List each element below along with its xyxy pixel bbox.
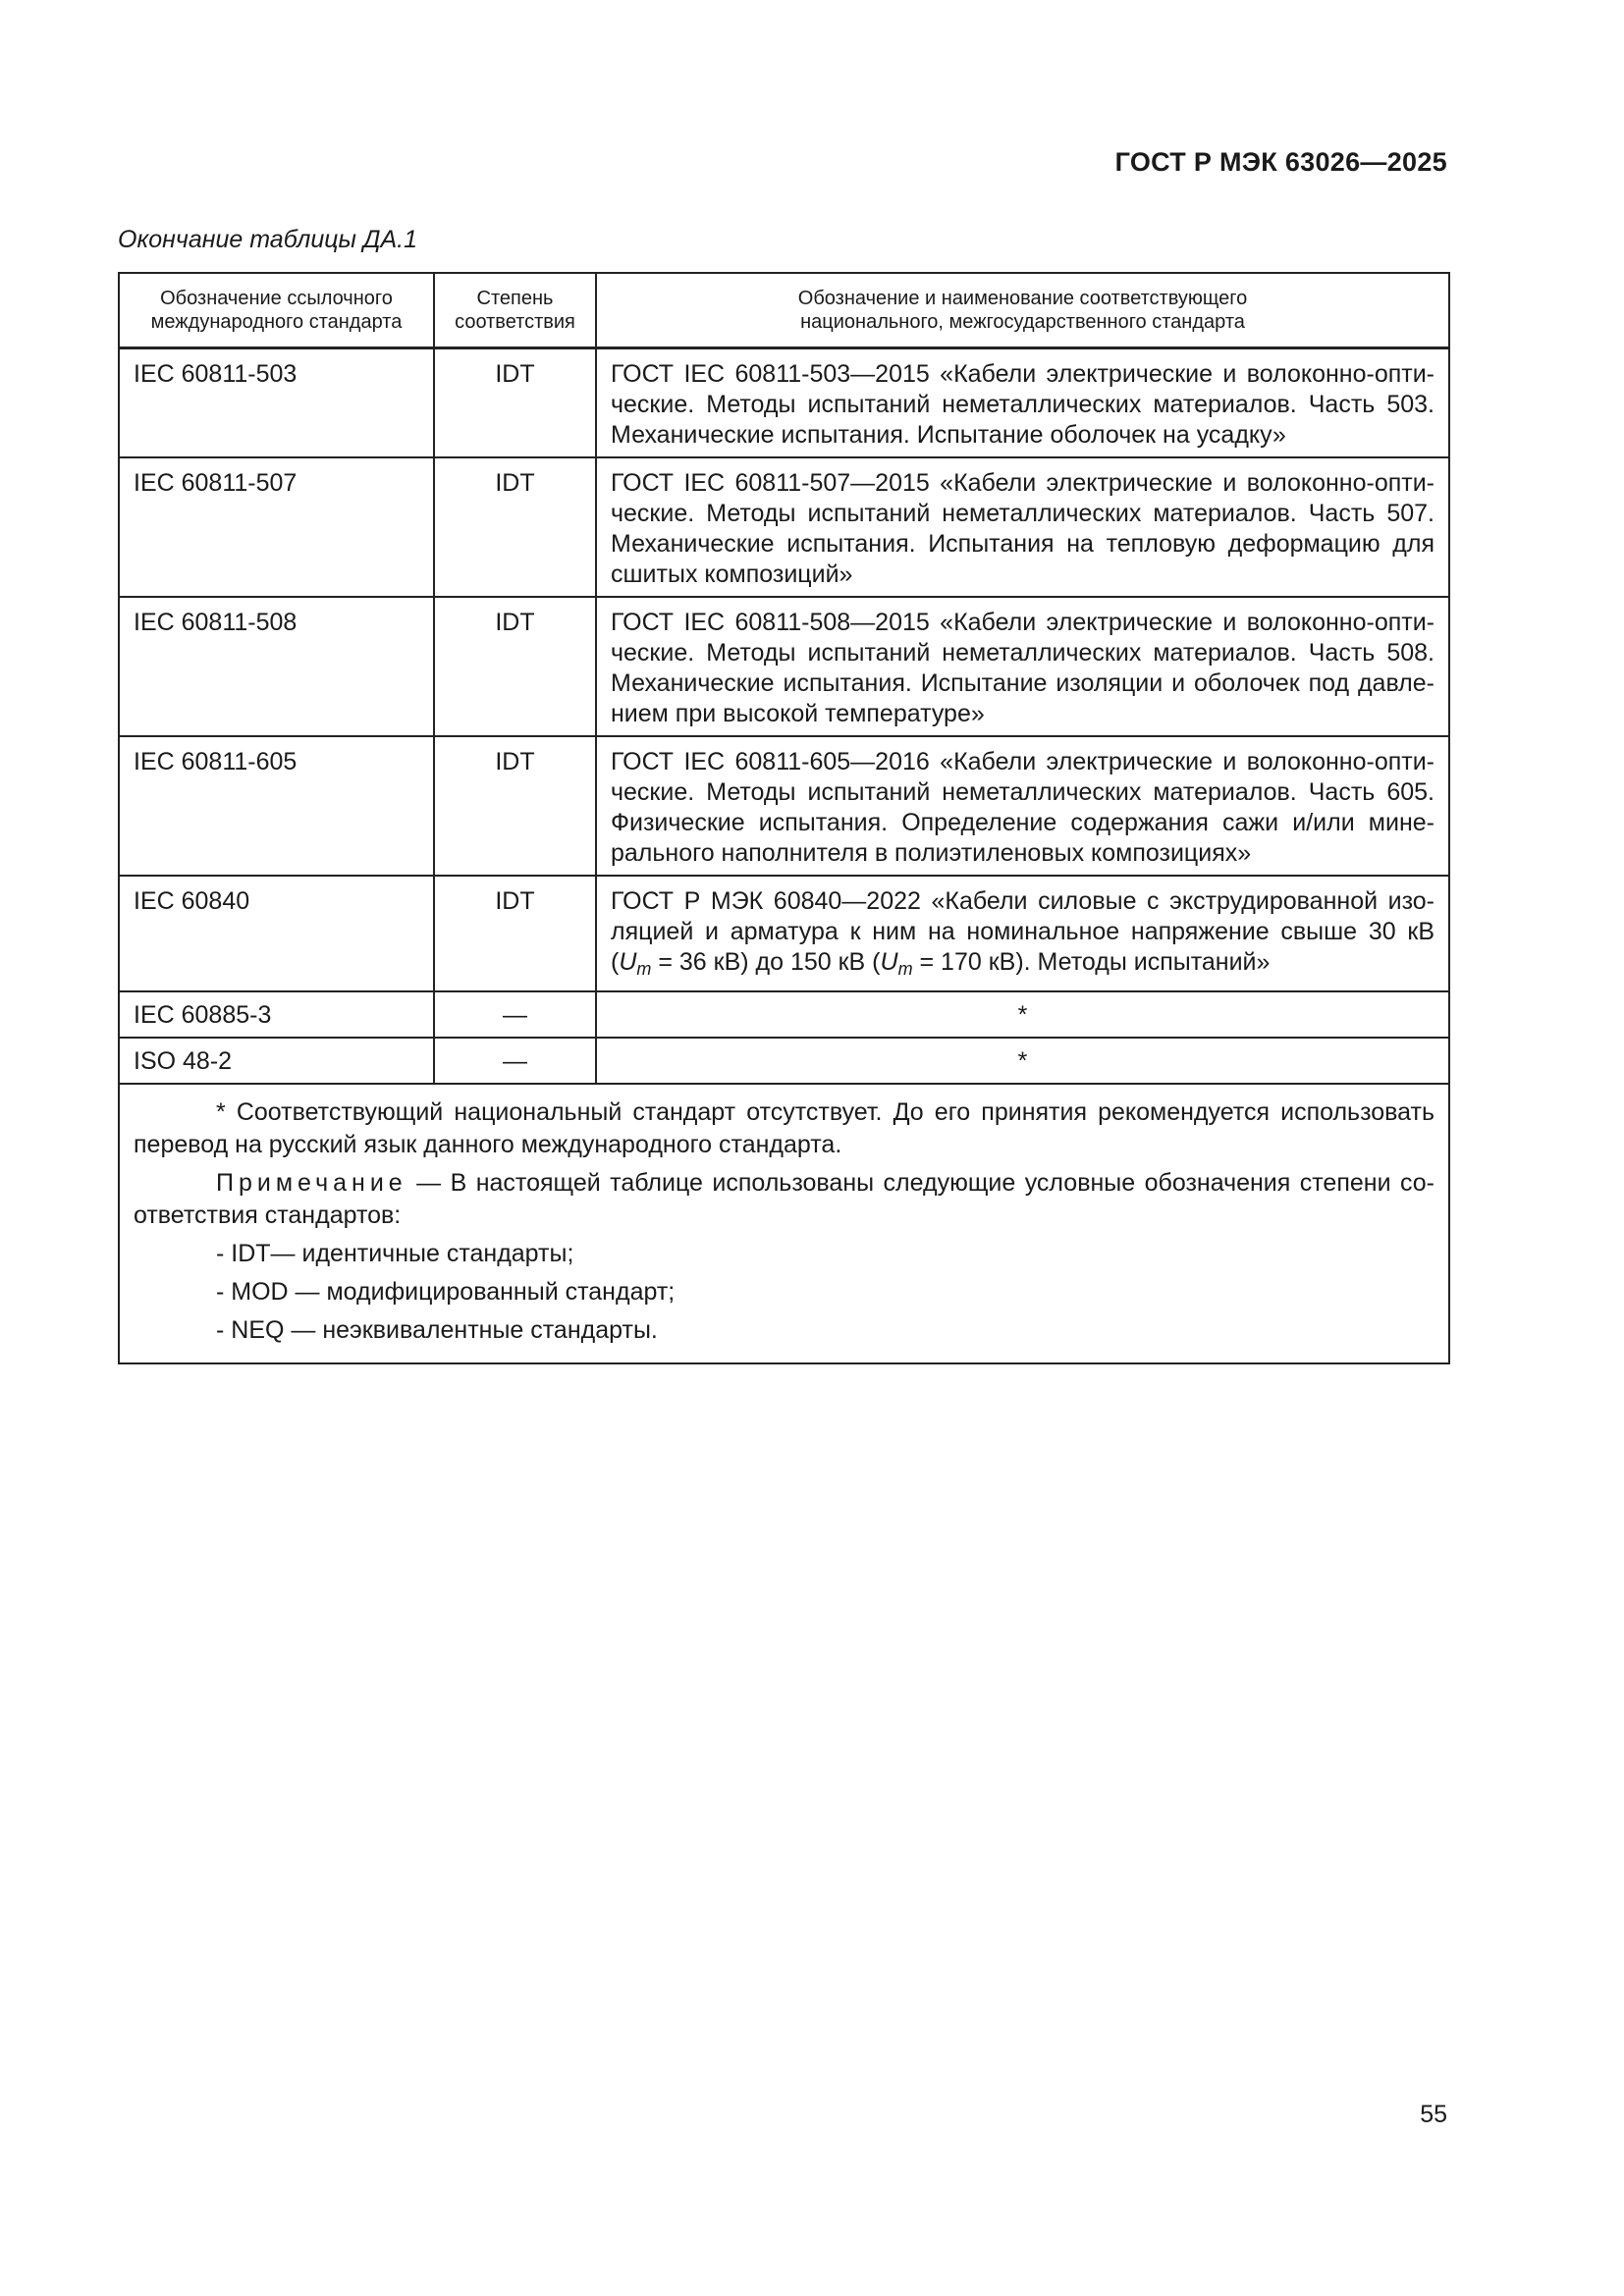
standards-table — [118, 272, 1450, 1364]
cell-desc: ГОСТ IEC 60811-503—2015 «Кабели электрические и волоконно-оптические. Методы испытаний неметаллических материалов. Часть 503. Механические испытания. Испытание оболочек на усадку» — [596, 348, 1449, 458]
cell-degree: IDT — [434, 348, 596, 458]
voltage-subscript: m — [897, 959, 913, 979]
table-notes — [119, 1084, 1449, 1363]
cell-degree: IDT — [434, 597, 596, 736]
footnote: * Соответствующий национальный стандарт отсутствует. До его принятия рекомендуется использовать перевод на русский язык данного международного стандарта. — [134, 1098, 1435, 1158]
header-degree-line1: Степень — [476, 288, 554, 309]
cell-degree: — — [434, 991, 596, 1038]
cell-ref: IEC 60811-605 — [119, 736, 434, 876]
cell-ref: IEC 60840 — [119, 876, 434, 991]
cell-degree: IDT — [434, 876, 596, 991]
cell-ref: IEC 60811-503 — [119, 348, 434, 458]
cell-desc — [596, 876, 1449, 991]
table-row — [119, 991, 1449, 1038]
list-item: - NEQ — неэквивалентные стандарты. — [216, 1316, 658, 1344]
cell-degree: — — [434, 1038, 596, 1084]
cell-desc: * — [596, 1038, 1449, 1084]
document-code: ГОСТ Р МЭК 63026—2025 — [1114, 147, 1447, 177]
table-caption: Окончание таблицы ДА.1 — [118, 226, 417, 253]
cell-ref: IEC 60885-3 — [119, 991, 434, 1038]
cell-degree: IDT — [434, 457, 596, 597]
header-degree-line2: соответствия — [455, 311, 575, 333]
table-row — [119, 736, 1449, 876]
header-national-standard — [596, 273, 1449, 348]
note-label: Примечание — [216, 1169, 407, 1197]
list-item: - IDT— идентичные стандарты; — [216, 1240, 574, 1267]
page-number: 55 — [1420, 2101, 1447, 2128]
cell-ref: IEC 60811-507 — [119, 457, 434, 597]
voltage-symbol: U — [880, 948, 898, 976]
cell-desc: * — [596, 991, 1449, 1038]
cell-desc: ГОСТ IEC 60811-605—2016 «Кабели электрические и волоконно-оптические. Методы испытаний неметаллических материалов. Часть 605. Физические испытания. Определение содержания сажи и/или минерального наполнителя в полиэтиленовых композициях» — [596, 736, 1449, 876]
cell-degree: IDT — [434, 736, 596, 876]
cell-ref: IEC 60811-508 — [119, 597, 434, 736]
table-notes-row — [119, 1084, 1449, 1363]
desc-text-part2: = 36 кВ) до 150 кВ ( — [651, 948, 881, 976]
table-row — [119, 876, 1449, 991]
note-text: — В настоящей таблице использованы следующие условные обозначения степени соответствия стандартов: — [134, 1169, 1435, 1229]
header-national-line1: Обозначение и наименование соответствующего — [797, 288, 1248, 309]
list-item: - MOD — модифицированный стандарт; — [216, 1278, 676, 1306]
table-row — [119, 597, 1449, 736]
table-row — [119, 1038, 1449, 1084]
voltage-symbol: U — [619, 948, 637, 976]
cell-ref: ISO 48-2 — [119, 1038, 434, 1084]
header-national-line2: национального, межгосударственного стандарта — [800, 311, 1245, 333]
desc-text-part3: = 170 кВ). Методы испытаний» — [912, 948, 1271, 976]
cell-desc: ГОСТ IEC 60811-508—2015 «Кабели электрические и волоконно-оптические. Методы испытаний неметаллических материалов. Часть 508. Механические испытания. Испытание изоляции и оболочек под давлением при высокой температуре» — [596, 597, 1449, 736]
table-row — [119, 348, 1449, 458]
header-ref-line2: международного стандарта — [150, 311, 403, 333]
cell-desc: ГОСТ IEC 60811-507—2015 «Кабели электрические и волоконно-оптические. Методы испытаний неметаллических материалов. Часть 507. Механические испытания. Испытания на тепловую деформацию для сшитых композиций» — [596, 457, 1449, 597]
header-ref-line1: Обозначение ссылочного — [160, 288, 393, 309]
voltage-subscript: m — [636, 959, 652, 979]
desc-text-part1: ГОСТ Р МЭК 60840—2022 «Кабели силовые с экструдированной изоляцией и арматура к ним на номинальное напряжение свыше 30 кВ ( — [611, 887, 1435, 976]
table-header-row — [119, 273, 1449, 348]
table-row — [119, 457, 1449, 597]
note-paragraph — [134, 1167, 1435, 1232]
header-ref-standard — [119, 273, 434, 348]
header-degree — [434, 273, 596, 348]
